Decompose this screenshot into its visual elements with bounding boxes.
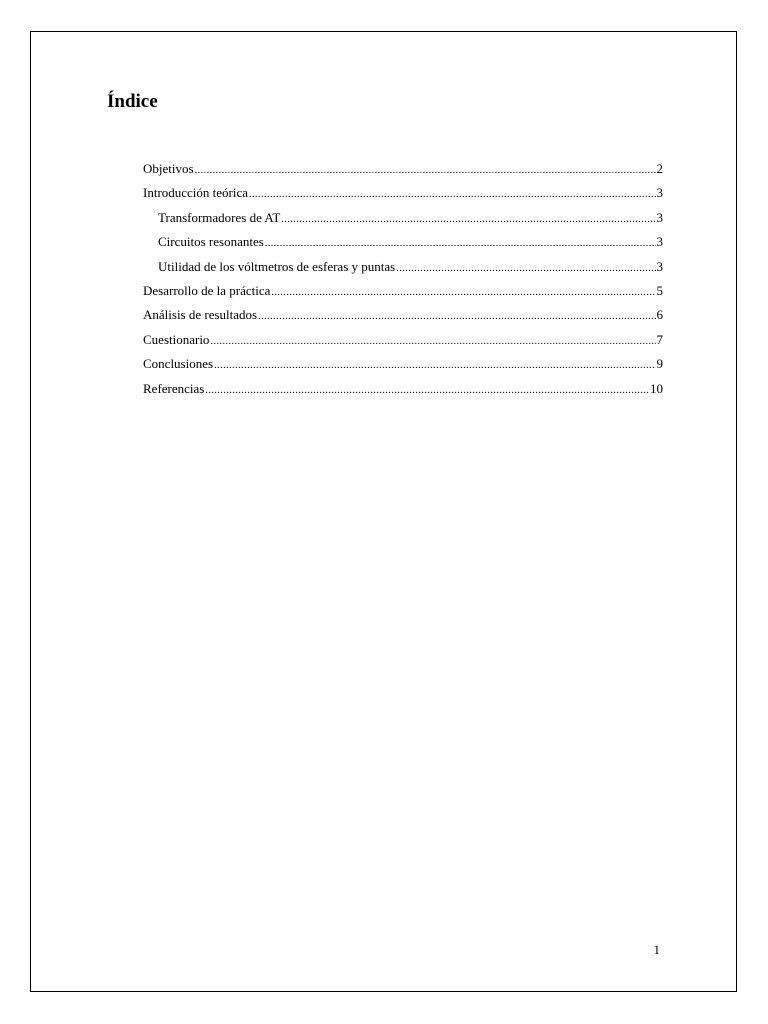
toc-page-number: 6 xyxy=(656,307,663,323)
toc-page-number: 5 xyxy=(656,282,663,298)
toc-page-number: 3 xyxy=(656,185,663,201)
toc-page-number: 7 xyxy=(656,331,663,347)
toc-dot-leader xyxy=(195,157,656,183)
toc-entry-label: Circuitos resonantes xyxy=(158,234,264,250)
toc-dot-leader xyxy=(265,230,656,256)
document-page xyxy=(30,31,737,992)
toc-page-number: 3 xyxy=(656,258,663,274)
toc-page-number: 2 xyxy=(656,161,663,176)
toc-page-number: 10 xyxy=(650,380,663,396)
toc-entry-label: Referencias xyxy=(143,380,205,396)
toc-entry-cuestionario[interactable] xyxy=(143,328,663,352)
toc-dot-leader xyxy=(205,377,649,403)
page-title: Índice xyxy=(107,91,158,112)
toc-dot-leader xyxy=(214,352,655,378)
toc-entry-analisis-resultados[interactable] xyxy=(143,303,663,327)
page-number: 1 xyxy=(653,942,660,957)
toc-page-number: 3 xyxy=(656,209,663,225)
toc-entry-conclusiones[interactable] xyxy=(143,352,663,376)
toc-entry-circuitos-resonantes[interactable] xyxy=(143,230,663,254)
toc-page-number: 3 xyxy=(656,234,663,250)
toc-entry-desarrollo-practica[interactable] xyxy=(143,279,663,303)
toc-dot-leader xyxy=(258,303,655,329)
toc-entry-referencias[interactable] xyxy=(143,377,663,401)
toc-entry-objetivos[interactable] xyxy=(143,157,663,181)
toc-entry-label: Utilidad de los vóltmetros de esferas y puntas xyxy=(158,258,396,274)
toc-dot-leader xyxy=(396,255,655,281)
table-of-contents xyxy=(143,157,663,401)
toc-dot-leader xyxy=(210,328,655,354)
toc-dot-leader xyxy=(281,206,655,232)
toc-entry-utilidad-voltmetros[interactable] xyxy=(143,255,663,279)
toc-entry-label: Transformadores de AT xyxy=(158,209,281,225)
toc-entry-label: Conclusiones xyxy=(143,356,214,372)
toc-entry-introduccion-teorica[interactable] xyxy=(143,181,663,205)
toc-entry-label: Introducción teórica xyxy=(143,185,249,201)
toc-entry-label: Análisis de resultados xyxy=(143,307,258,323)
toc-entry-label: Desarrollo de la práctica xyxy=(143,282,271,298)
toc-dot-leader xyxy=(271,279,655,305)
toc-dot-leader xyxy=(249,181,655,207)
toc-page-number: 9 xyxy=(656,356,663,372)
toc-entry-label: Objetivos xyxy=(143,161,194,176)
toc-entry-transformadores-de-at[interactable] xyxy=(143,206,663,230)
toc-entry-label: Cuestionario xyxy=(143,331,210,347)
